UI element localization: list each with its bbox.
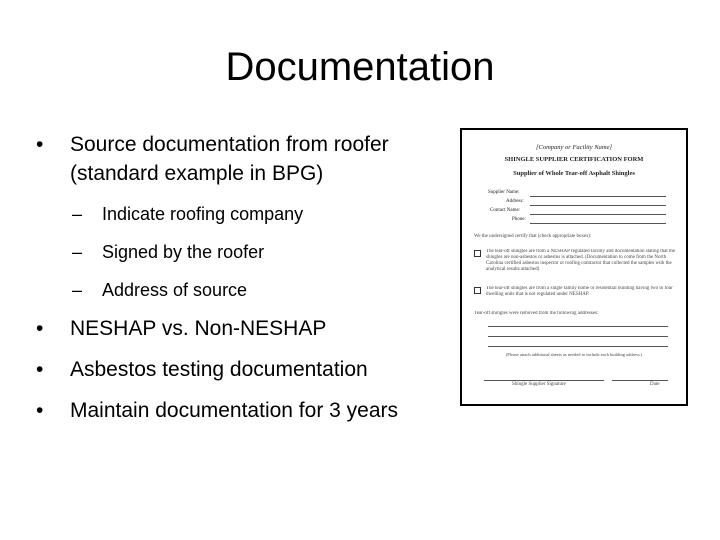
slide-title: Documentation: [225, 45, 495, 89]
subbullet-address: [36, 278, 456, 302]
form-field-address: Address:: [506, 199, 524, 204]
form-date-label: Date: [650, 382, 660, 387]
form-line: [530, 205, 666, 206]
bullet-symbol: •: [36, 317, 44, 340]
certification-form-image: [460, 128, 688, 406]
form-field-phone: Phone:: [512, 217, 526, 222]
form-option-non-neshap: The tear-off shingles are from a single family home or residential building having two to four dwelling units that is not regulated under NESHAP.: [486, 286, 673, 297]
form-option-neshap: The tear-off shingles are from a NESHAP regulated facility and documentation stating that the shingles are non-asbestos or asbestos is attached. (Documentation to come from the North Carolina certified asbestos inspector or roofing contractor that collected the samples with the analytical results attached): [486, 249, 676, 272]
form-checkbox-non-neshap: [474, 287, 481, 294]
form-line: [612, 380, 668, 381]
bullet-symbol: •: [36, 133, 44, 156]
form-title: SHINGLE SUPPLIER CERTIFICATION FORM: [504, 156, 644, 163]
form-line: [488, 346, 668, 347]
bullet-symbol: •: [36, 399, 44, 422]
form-addresses-label: Tear-off shingles were removed from the following addresses:: [474, 311, 599, 316]
bullet-text: Source documentation from roofer (standard example in BPG): [70, 133, 389, 185]
bullet-text: NESHAP vs. Non-NESHAP: [70, 317, 327, 340]
bullet-list: [36, 130, 456, 425]
form-line: [488, 336, 668, 337]
form-subtitle: Supplier of Whole Tear-off Asphalt Shingles: [513, 170, 635, 177]
bullet-neshap: [36, 314, 456, 343]
form-field-contact-name: Contact Name:: [490, 208, 521, 213]
form-line: [530, 214, 666, 215]
bullet-text: Asbestos testing documentation: [70, 358, 368, 381]
form-company: [Company or Facility Name]: [535, 144, 612, 151]
subbullet-symbol: –: [72, 242, 83, 262]
subbullet-text: Signed by the roofer: [102, 242, 265, 262]
form-attach-note: (Please attach additional sheets as needed to include each building address.): [505, 352, 643, 357]
form-line: [484, 380, 604, 381]
subbullet-signed: [36, 240, 456, 264]
form-field-supplier-name: Supplier Name:: [488, 190, 520, 195]
subbullet-symbol: –: [72, 204, 83, 224]
form-certify-text: We the undersigned certify that (check appropriate boxes):: [474, 234, 592, 239]
bullet-source-documentation: [36, 130, 456, 188]
subbullet-text: Address of source: [102, 280, 248, 300]
form-line: [530, 196, 666, 197]
form-line: [530, 223, 666, 224]
subbullet-symbol: –: [72, 280, 83, 300]
bullet-text: Maintain documentation for 3 years: [70, 399, 399, 422]
bullet-asbestos-testing: [36, 355, 456, 384]
bullet-symbol: •: [36, 358, 44, 381]
form-signature-label: Shingle Supplier Signature: [512, 382, 566, 387]
subbullet-roofing-company: [36, 202, 456, 226]
bullet-maintain-documentation: [36, 396, 456, 425]
form-line: [488, 326, 668, 327]
form-checkbox-neshap: [474, 250, 481, 257]
subbullet-text: Indicate roofing company: [102, 204, 304, 224]
